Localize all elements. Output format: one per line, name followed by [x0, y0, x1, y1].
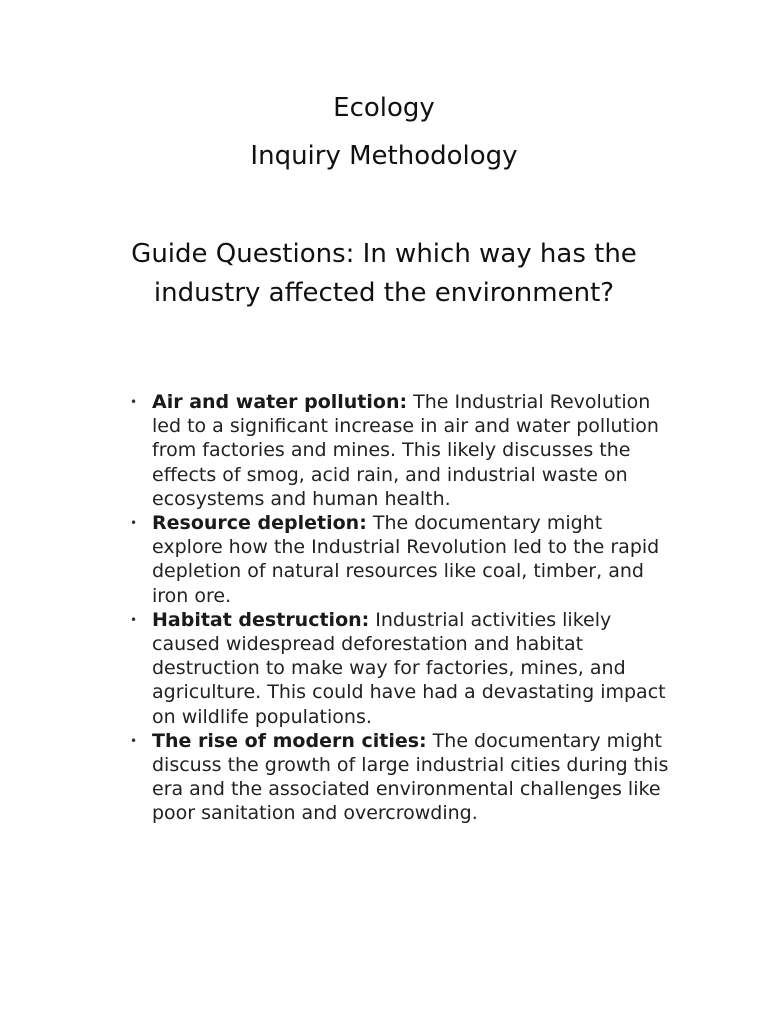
bullet-list: [130, 390, 672, 826]
bullet-icon: •: [130, 395, 138, 409]
item-term: Habitat destruction:: [152, 608, 370, 631]
bullet-icon: •: [130, 516, 138, 531]
item-term: Resource depletion:: [152, 512, 367, 535]
document-title: Ecology: [333, 93, 435, 123]
list-item: [130, 511, 672, 608]
item-text: The Industrial Revolution led to a significant increase in air and water pollution from factories and mines. This likely discusses the effects of smog, acid rain, and industrial waste on ecosystems and human health.: [152, 391, 659, 510]
item-text: The documentary might explore how the Industrial Revolution led to the rapid depletion of natural resources like coal, timber, and iron ore.: [152, 512, 660, 607]
item-term: Air and water pollution:: [152, 391, 408, 413]
guide-question: Guide Questions: In which way has the industry affected the environment?: [131, 239, 637, 308]
item-text: The documentary might discuss the growth of large industrial cities during this era and the associated environmental challenges like poor sanitation and overcrowding.: [152, 729, 669, 825]
document-subtitle: Inquiry Methodology: [250, 141, 518, 171]
list-item: [130, 608, 672, 729]
list-item: [130, 390, 672, 511]
item-text: Industrial activities likely caused widespread deforestation and habitat destruction to make way for factories, mines, and agriculture. This could have had a devastating impact on wildlife populations.: [152, 608, 666, 728]
bullet-icon: •: [130, 733, 138, 748]
item-term: The rise of modern cities:: [152, 729, 427, 752]
bullet-icon: •: [130, 612, 138, 627]
list-item: [130, 729, 672, 826]
